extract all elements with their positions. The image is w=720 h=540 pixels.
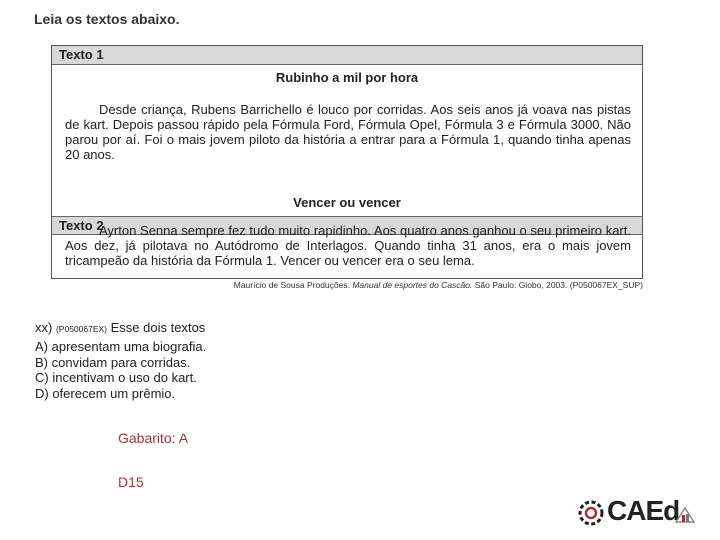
caed-logo	[578, 497, 708, 529]
text-1-body: Desde criança, Rubens Barrichello é louco por corridas. Aos seis anos já voava nas pistas de kart. Depois passou rápido pela Fórmula Ford, Fórmula Opel, Fórmula 3 e Fórmula 3000. Não parou por aí. Foi o mais jovem piloto da história a entrar para a Fórmula 1, quando tinha apenas 20 anos.	[65, 102, 631, 162]
option-d: D) oferecem um prêmio.	[35, 385, 176, 401]
question-stem	[35, 320, 205, 335]
source-code: (P050067EX_SUP)	[569, 280, 643, 290]
option-a: A) apresentam uma biografia.	[35, 339, 207, 354]
caed-logo-text: CAEd	[607, 495, 680, 526]
house-icon	[674, 503, 696, 523]
instruction: Leia os textos abaixo.	[34, 11, 180, 27]
option-b: B) convidam para corridas.	[35, 354, 191, 370]
option-c: C) incentivam o uso do kart.	[35, 370, 197, 385]
text-1-label: Texto 1	[52, 46, 642, 65]
text-2-label: Texto 2	[52, 216, 642, 235]
question-number: xx)	[35, 320, 53, 335]
answer-options	[35, 339, 206, 401]
source-book: Manual de esportes do Cascão.	[352, 280, 473, 290]
caed-logo-icon	[578, 500, 604, 526]
text-2-title: Vencer ou vencer	[293, 195, 401, 210]
texts-panel	[51, 45, 643, 279]
source-reference	[170, 280, 643, 290]
source-author: Maurício de Sousa Produções.	[233, 280, 350, 290]
answer-key: Gabarito: A	[118, 430, 189, 446]
source-publisher: São Paulo: Globo, 2003.	[474, 280, 568, 290]
question-text: Esse dois textos	[110, 320, 206, 335]
question-code: (P050067EX)	[55, 324, 108, 334]
text-2-body: Ayrton Senna sempre fez tudo muito rapidinho. Aos quatro anos ganhou o seu primeiro kart. Aos dez, já pilotava no Autódromo de Interlagos. Quando tinha 31 anos, era o mais jovem tricampeão da história da Fórmula 1. Vencer ou vencer era o seu lema.	[65, 223, 631, 268]
text-1-title: Rubinho a mil por hora	[275, 70, 419, 85]
descriptor-code: D15	[118, 474, 144, 490]
